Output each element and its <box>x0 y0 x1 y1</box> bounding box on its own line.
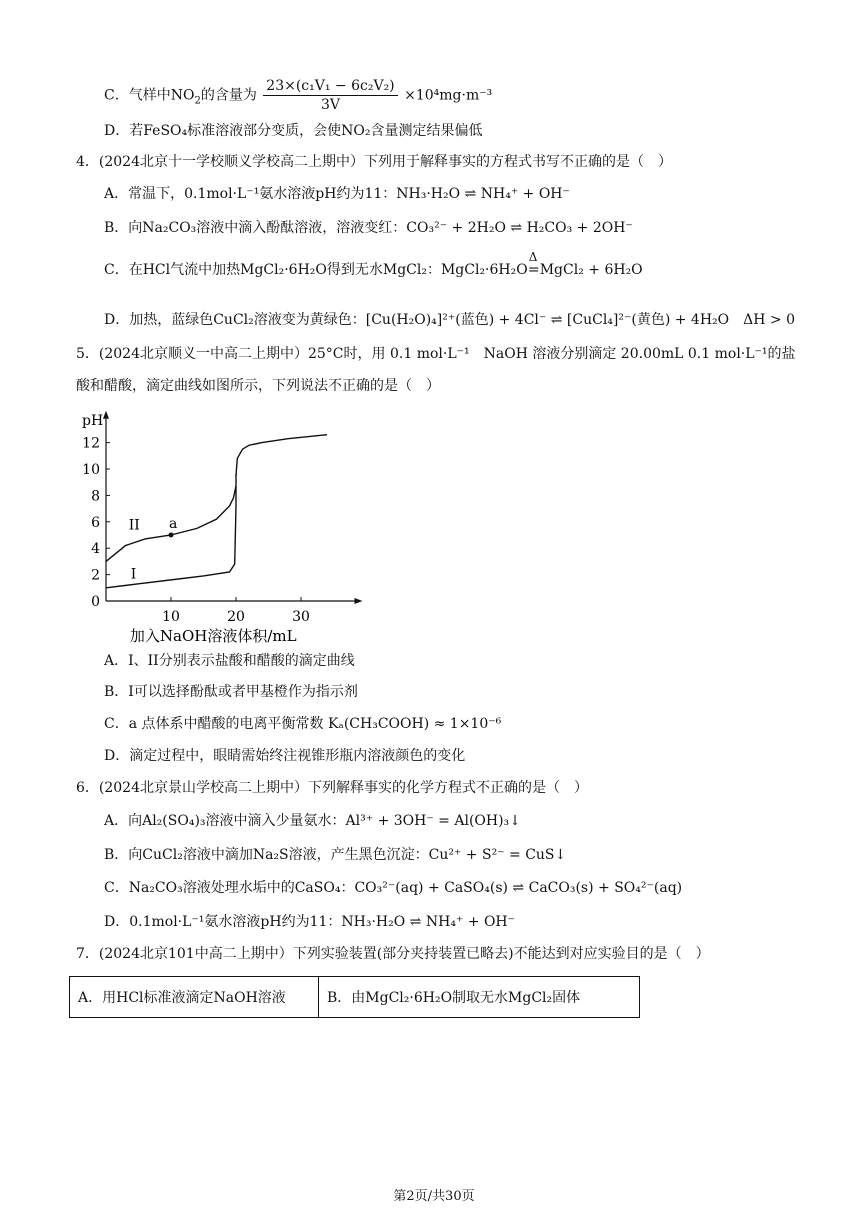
y-tick-label: 4 <box>91 541 100 558</box>
q5-option-a: A．I、II分别表示盐酸和醋酸的滴定曲线 <box>104 653 355 669</box>
y-tick-label: 6 <box>91 514 100 531</box>
curve-ii-label: II <box>128 517 140 534</box>
q4-optc-text: C．在HCl气流中加热MgCl₂·6H₂O得到无水MgCl₂：MgCl₂·6H₂O <box>104 262 528 278</box>
y-axis-label: pH <box>82 412 104 429</box>
q5-option-b: B．I可以选择酚酞或者甲基橙作为指示剂 <box>104 684 358 700</box>
q3-option-c: C．气样中$NO_2$的含量为 $\frac{\text{23×(c₁V₁ − 6c₂V₂)}}{3V}$ ×10⁴mg·m⁻³ <box>104 78 493 113</box>
q3-optc-numerator: 23×(c₁V₁ − 6c₂V₂) <box>263 77 397 96</box>
q4-option-d: D．加热，蓝绿色CuCl₂溶液变为黄绿色：[Cu(H₂O)₄]²⁺(蓝色) + 4Cl⁻ ⇌ [CuCl₄]²⁻(黄色) + 4H₂O ΔH > 0 <box>104 312 795 328</box>
point-a-marker <box>169 533 174 538</box>
q3-optc-prefix: C．气样中NO <box>104 87 195 104</box>
y-tick-label: 10 <box>82 462 100 478</box>
x-tick-label: 20 <box>227 609 245 625</box>
q4-option-c <box>104 250 643 280</box>
q4-optc-delta: Δ <box>528 250 538 264</box>
q4-option-a: A．常温下，0.1mol·L⁻¹氨水溶液pH约为11：NH₃·H₂O ⇌ NH₄⁺ + OH⁻ <box>104 186 570 202</box>
q4-optc-equals: = <box>527 262 540 278</box>
q6-option-c: C．Na₂CO₃溶液处理水垢中的CaSO₄：CO₃²⁻(aq) + CaSO₄(s) ⇌ CaCO₃(s) + SO₄²⁻(aq) <box>104 880 683 896</box>
q7-table <box>69 976 640 1018</box>
q5-option-c: C．a 点体系中醋酸的电离平衡常数 Kₐ(CH₃COOH) ≈ 1×10⁻⁶ <box>104 716 502 732</box>
x-axis-arrow <box>355 598 363 604</box>
q3-optc-mid: 的含量为 <box>200 87 257 104</box>
page-footer: 第2页/共30页 <box>393 1189 475 1204</box>
q5-stem-line2: 酸和醋酸，滴定曲线如图所示，下列说法不正确的是（ ） <box>76 378 440 394</box>
q5-option-d: D．滴定过程中，眼睛需始终注视锥形瓶内溶液颜色的变化 <box>104 748 466 764</box>
q3-optc-denominator: 3V <box>320 97 340 113</box>
q4-optc-tail: MgCl₂ + 6H₂O <box>539 262 643 278</box>
titration-chart <box>78 405 388 650</box>
q3-optc-fraction <box>263 77 397 114</box>
curve-post-equivalence <box>236 435 327 476</box>
x-tick-label: 10 <box>162 609 180 625</box>
q6-option-b: B．向CuCl₂溶液中滴加Na₂S溶液，产生黑色沉淀：Cu²⁺ + S²⁻ = CuS↓ <box>104 847 567 863</box>
q3-optc-suffix: ×10⁴mg·m⁻³ <box>404 87 493 104</box>
q7-cell-a: A．用HCl标准液滴定NaOH溶液 <box>70 977 319 1018</box>
curve-i-label: I <box>130 566 137 583</box>
y-tick-label: 8 <box>91 488 100 505</box>
x-tick-label: 30 <box>292 609 310 625</box>
y-tick-label: 2 <box>91 567 100 584</box>
q6-option-d: D．0.1mol·L⁻¹氨水溶液pH约为11：NH₃·H₂O ⇌ NH₄⁺ + OH⁻ <box>104 914 516 930</box>
point-a-label: a <box>169 516 178 532</box>
x-axis-label: 加入NaOH溶液体积/mL <box>129 627 297 645</box>
q7-stem: 7．(2024北京101中高二上期中）下列实验装置(部分夹持装置已略去)不能达到对应实验目的是（ ） <box>76 946 710 962</box>
q7-cell-b: B．由MgCl₂·6H₂O制取无水MgCl₂固体 <box>319 977 640 1018</box>
q4-option-b: B．向Na₂CO₃溶液中滴入酚酞溶液，溶液变红：CO₃²⁻ + 2H₂O ⇌ H₂CO₃ + 2OH⁻ <box>104 220 633 236</box>
q5-stem-line1: 5．(2024北京顺义一中高二上期中）25°C时，用 0.1 mol·L⁻¹ NaOH 溶液分别滴定 20.00mL 0.1 mol·L⁻¹的盐 <box>76 346 796 362</box>
q6-option-a: A．向Al₂(SO₄)₃溶液中滴入少量氨水：Al³⁺ + 3OH⁻ = Al(OH)₃↓ <box>104 813 521 829</box>
y-tick-label: 12 <box>82 435 100 452</box>
y-tick-label: 0 <box>91 594 100 610</box>
y-axis-arrow <box>103 411 109 419</box>
q4-stem: 4．(2024北京十一学校顺义学校高二上期中）下列用于解释事实的方程式书写不正确的是（ ） <box>76 154 672 170</box>
q3-option-d: D．若FeSO₄标准溶液部分变质，会使NO₂含量测定结果偏低 <box>104 123 483 139</box>
q6-stem: 6．(2024北京景山学校高二上期中）下列解释事实的化学方程式不正确的是（ ） <box>76 780 588 796</box>
